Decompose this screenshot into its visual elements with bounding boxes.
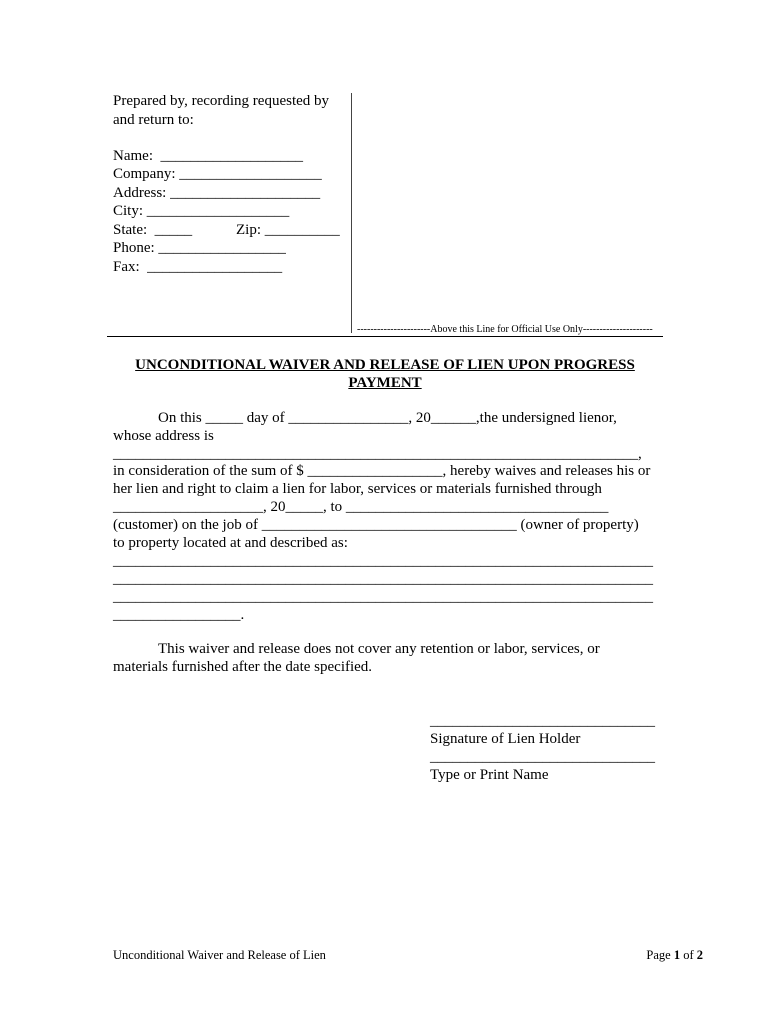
document-title-line-1: UNCONDITIONAL WAIVER AND RELEASE OF LIEN UPON PROGRESS <box>135 357 635 373</box>
retention-text-line: This waiver and release does not cover any retention or labor, services, or <box>158 641 600 657</box>
page-number <box>646 948 703 963</box>
fax-field: Fax: __________________ <box>113 259 283 275</box>
property-description-blank: ________________________________________________________________________ <box>113 589 653 605</box>
waiver-text-line: whose address is <box>113 428 214 444</box>
city-field: City: ___________________ <box>113 203 290 219</box>
lienor-address-blank: ______________________________________________________________________, <box>113 446 642 462</box>
waiver-text-line: to property located at and described as: <box>113 535 348 551</box>
property-description-blank: ________________________________________________________________________ <box>113 571 653 587</box>
state-field: State: _____ <box>113 222 193 238</box>
prepared-by-line-1: Prepared by, recording requested by <box>113 93 330 109</box>
page-of: of <box>683 948 694 962</box>
waiver-text-line: her lien and right to claim a lien for labor, services or materials furnished through <box>113 481 602 497</box>
waiver-text-line: On this _____ day of ________________, 20______,the undersigned lienor, <box>158 410 617 426</box>
phone-field: Phone: _________________ <box>113 240 286 256</box>
print-name-label: Type or Print Name <box>430 767 549 783</box>
official-use-rule <box>107 336 663 337</box>
document-title-line-2: PAYMENT <box>348 375 422 391</box>
prepared-by-line-2: and return to: <box>113 112 194 128</box>
footer-document-title: Unconditional Waiver and Release of Lien <box>113 948 326 962</box>
waiver-text-line: in consideration of the sum of $ __________________, hereby waives and releases his or <box>113 463 651 479</box>
signature-label: Signature of Lien Holder <box>430 731 581 747</box>
waiver-text-line: ____________________, 20_____, to ___________________________________ <box>113 499 609 515</box>
print-name-line: ______________________________ <box>430 749 655 765</box>
name-field: Name: ___________________ <box>113 148 303 164</box>
page-current: 1 <box>673 948 681 962</box>
header-column-divider <box>351 93 352 333</box>
property-description-blank: _________________. <box>113 607 245 623</box>
zip-field: Zip: __________ <box>236 222 340 238</box>
property-description-blank: ________________________________________________________________________ <box>113 553 653 569</box>
address-field: Address: ____________________ <box>113 185 321 201</box>
page-prefix: Page <box>646 948 671 962</box>
page-total: 2 <box>696 948 703 962</box>
retention-text-line: materials furnished after the date specified. <box>113 659 373 675</box>
signature-line: ______________________________ <box>430 713 655 729</box>
company-field: Company: ___________________ <box>113 166 322 182</box>
waiver-text-line: (customer) on the job of __________________________________ (owner of property) <box>113 517 639 533</box>
official-use-note: ----------------------Above this Line for Official Use Only--------------------- <box>357 324 653 335</box>
